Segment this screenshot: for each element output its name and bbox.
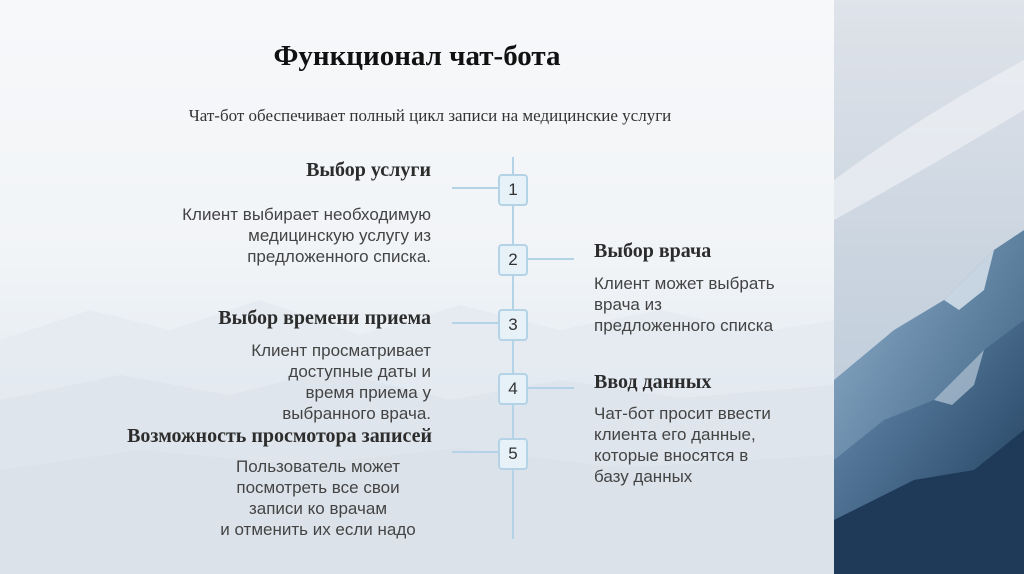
- step-4-description: [594, 403, 771, 487]
- connector-2: [528, 258, 574, 260]
- step-5-line: Пользователь может: [235, 457, 401, 476]
- step-5-number: 5: [498, 438, 528, 470]
- step-5-line: и отменить их если надо: [220, 520, 416, 539]
- step-3-heading: Выбор времени приема: [218, 307, 431, 329]
- step-5-heading: Возможность просмотора записей: [127, 425, 432, 447]
- mountain-side-image: [834, 0, 1024, 574]
- connector-4: [528, 387, 574, 389]
- step-3-line: выбранного врача.: [282, 404, 431, 423]
- connector-3: [452, 322, 498, 324]
- step-2-heading: Выбор врача: [594, 240, 712, 262]
- step-1-line: предложенного списка.: [247, 247, 431, 266]
- timeline-vertical-line: [512, 157, 514, 539]
- step-1-line: медицинскую услугу из: [248, 226, 431, 245]
- step-4-heading: Ввод данных: [594, 371, 712, 393]
- step-2-line: Клиент может выбрать: [594, 274, 775, 293]
- step-2-line: врача из: [594, 295, 662, 314]
- step-5-description: [200, 456, 436, 540]
- step-4-line: клиента его данные,: [594, 425, 756, 444]
- connector-1: [452, 187, 498, 189]
- step-3-line: Клиент просматривает: [251, 341, 431, 360]
- step-1-heading: Выбор услуги: [306, 159, 431, 181]
- step-5-line: посмотреть все свои: [236, 478, 400, 497]
- step-5-line: записи ко врачам: [248, 499, 388, 518]
- step-4-line: Чат-бот просит ввести: [594, 404, 771, 423]
- step-3-description: [251, 340, 431, 424]
- step-4-number: 4: [498, 373, 528, 405]
- step-2-description: [594, 273, 775, 336]
- step-3-line: доступные даты и: [288, 362, 431, 381]
- page-title: Функционал чат-бота: [273, 40, 561, 72]
- step-1-number: 1: [498, 174, 528, 206]
- step-4-line: базу данных: [594, 467, 693, 486]
- step-2-line: предложенного списка: [594, 316, 774, 335]
- step-1-description: [182, 204, 431, 267]
- step-2-number: 2: [498, 244, 528, 276]
- step-1-line: Клиент выбирает необходимую: [182, 205, 431, 224]
- step-3-line: время приема у: [305, 383, 431, 402]
- step-3-number: 3: [498, 309, 528, 341]
- connector-5: [452, 451, 498, 453]
- step-4-line: которые вносятся в: [594, 446, 749, 465]
- page-subtitle: Чат-бот обеспечивает полный цикл записи на медицинские услуги: [188, 106, 672, 125]
